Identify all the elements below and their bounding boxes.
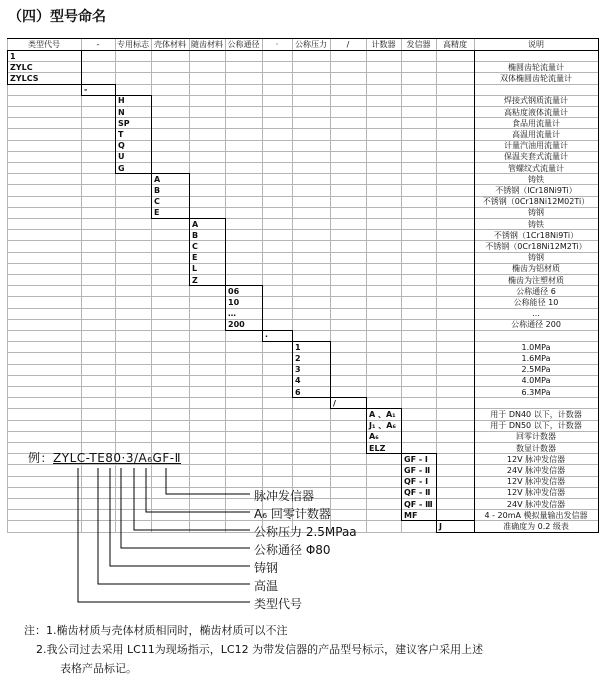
note-1: 注：1.椭齿材质与壳体材质相同时，椭齿材质可以不注 [24,624,288,637]
notes [24,621,483,678]
row-code: T [118,129,124,139]
row-description: 不锈钢（0Cr18Ni12M02Ti） [482,197,590,207]
column-header: 壳体材料 [154,40,186,49]
row-code: / [333,398,336,408]
column-header: 说明 [528,40,544,49]
row-code: 2 [295,353,301,363]
row-description: 铸钢 [528,208,544,218]
row-description: 1.6MPa [521,353,551,363]
callout-pulse-transmitter: 脉冲发信器 [254,489,315,503]
example-prefix: 例： [28,451,54,465]
row-description: 4 - 20mA 模拟量输出发信器 [484,510,588,520]
row-description: 管螺纹式流量计 [508,163,564,173]
row-description: 铸钢 [528,253,544,263]
row-code: Z [192,275,198,285]
row-code: N [118,107,125,117]
row-code: MF [404,510,418,520]
row-description: 12V 脉冲发信器 [506,477,566,487]
row-description: 保温夹套式流量计 [504,152,568,162]
row-description: 2.5MPa [521,365,551,375]
row-code: C [154,197,160,207]
row-code: 3 [295,365,301,375]
row-description: 不锈钢（0Cr18Ni12M2Ti） [485,241,587,251]
row-description: 计量汽油用流量计 [504,141,568,151]
callout-nominal-diameter: 公称通径 Φ80 [254,543,331,557]
column-header: - [96,40,100,49]
row-description: 铸铁 [528,219,544,229]
row-code: 6 [295,387,301,397]
row-description: 椭圆齿轮流量计 [508,62,564,72]
row-description: 公称通径 6 [516,286,556,296]
column-header: 公称压力 [295,40,327,49]
row-description: 椭齿为铝材质 [512,264,560,274]
callout-type-code: 类型代号 [254,597,303,611]
row-code: E [154,208,160,218]
row-description: 公称通径 200 [511,320,561,330]
row-code: A 、A₁ [369,409,396,419]
row-description: 24V 脉冲发信器 [506,499,566,509]
row-code: QF - Ⅱ [404,488,431,498]
row-description: 12V 脉冲发信器 [506,454,566,464]
row-description: 4.0MPa [521,376,551,386]
row-code: 4 [295,376,301,386]
column-header: 随齿材料 [191,40,223,49]
row-description: 用于 DN50 以下，计数器 [490,421,582,431]
row-description: 回零计数器 [516,432,556,442]
row-code: 06 [228,286,240,296]
row-description: … [532,309,540,319]
example-code: ZYLC-TE80·3/A₆GF-Ⅱ [53,451,181,465]
row-code: A₆ [369,432,379,442]
row-code: Q [118,141,125,151]
row-description: 高温用流量计 [512,129,560,139]
row-code: QF - Ⅲ [404,499,433,509]
row-description: 椭齿为注塑材质 [508,275,564,285]
row-description: 准确度为 0.2 级表 [503,521,569,531]
row-code: SP [118,118,130,128]
column-header: / [346,40,350,49]
row-code: U [118,152,125,162]
row-code: A [192,219,199,229]
row-description: 食品用流量计 [512,118,560,128]
callout-reset-counter: A₆ 回零计数器 [254,507,331,521]
row-description: 高粘度液体流量计 [504,107,568,117]
note-2-cont: 表格产品标记。 [60,662,137,675]
row-code: 200 [228,320,245,330]
row-code: 10 [228,297,240,307]
row-code: J₁ 、A₆ [369,421,396,431]
row-description: 公称能径 10 [513,297,559,307]
row-code: … [228,309,236,319]
row-code: B [192,230,199,240]
row-code: GF - Ⅱ [404,465,431,475]
row-description: 焊接式钢质流量计 [504,96,568,106]
row-description: 不锈钢（1Cr18Ni9Ti） [493,230,579,240]
row-code: GF - Ⅰ [404,454,428,464]
column-header: 计数器 [371,40,396,49]
row-description: 双体椭圆齿轮流量计 [500,73,572,83]
row-code: 1 [295,342,301,352]
row-code: C [192,241,198,251]
callout-nominal-pressure: 公称压力 2.5MPaa [254,525,357,539]
section-title: （四）型号命名 [8,9,106,25]
row-code: A [154,174,161,184]
row-code: ZYLCS [10,73,39,83]
row-code: B [154,185,161,195]
row-description: 用于 DN40 以下，计数器 [490,409,582,419]
row-code: ELZ [369,443,386,453]
column-header: 公称通径 [227,40,260,49]
callout-high-temp: 高温 [254,579,279,593]
column-header: · [275,40,279,49]
callout-cast-steel: 铸钢 [254,561,279,575]
row-code: J [439,521,442,531]
row-description: 不锈钢（ICr18Ni9Ti） [495,185,577,195]
row-description: 12V 脉冲发信器 [506,488,566,498]
row-code: L [192,264,198,274]
row-code: QF - Ⅰ [404,477,429,487]
row-code: - [84,85,88,95]
row-description: 1.0MPa [521,342,551,352]
row-code: H [118,96,125,106]
row-code: G [118,163,125,173]
row-code: 1 [10,51,16,61]
column-header: 发信器 [406,40,431,49]
column-header: 专用标志 [117,40,149,49]
row-description: 24V 脉冲发信器 [506,465,566,475]
row-code: E [192,253,198,263]
row-code: ZYLC [10,62,33,72]
row-description: 铸铁 [528,174,544,184]
row-description: 6.3MPa [521,387,551,397]
row-code: · [265,331,269,341]
note-2: 2.我公司过去采用 LC11为现场指示，LC12 为带发信器的产品型号标示，建议客户采用上述 [36,643,484,656]
column-header: 高精度 [443,40,467,49]
column-header: 类型代号 [28,40,60,49]
row-description: 数显计数器 [516,443,556,453]
